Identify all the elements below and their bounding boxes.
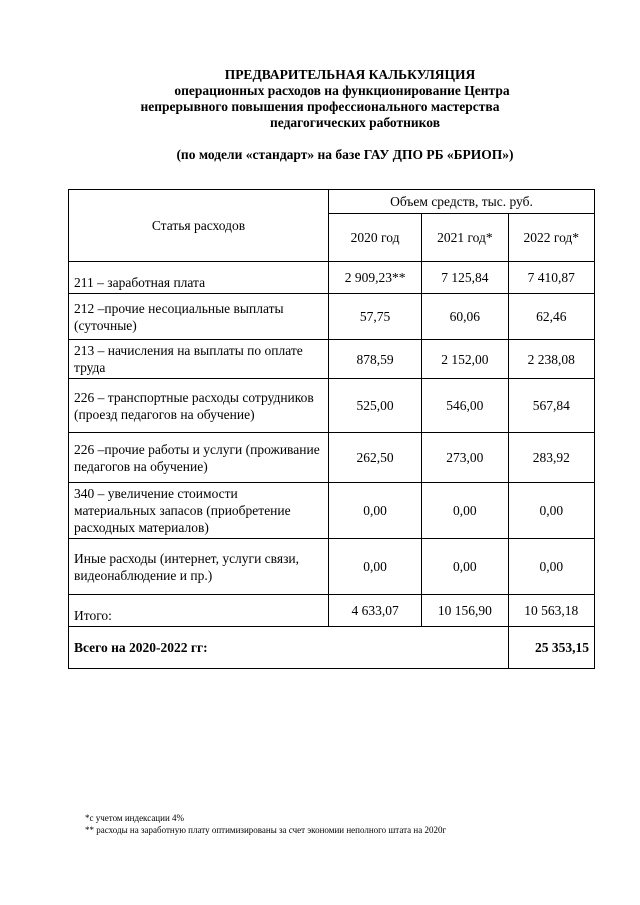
table-row [69, 262, 595, 294]
title-line-3: непрерывного повышения профессионального мастерства [140, 99, 500, 114]
row-value-2022: 567,84 [508, 379, 594, 433]
row-value-2022: 62,46 [508, 294, 594, 340]
row-label: 211 – заработная плата [69, 262, 329, 294]
footnote-salary: ** расходы на заработную плату оптимизированы за счет экономии неполного штата на 2020г [85, 825, 447, 835]
row-label: Иные расходы (интернет, услуги связи, видеонаблюдение и пр.) [69, 539, 329, 595]
table-row [69, 539, 595, 595]
row-value-2021: 2 152,00 [422, 340, 508, 379]
title-line-2: операционных расходов на функционирование Центра [174, 83, 510, 98]
row-value-2021: 273,00 [422, 433, 508, 483]
table-row [69, 433, 595, 483]
row-value-2020: 0,00 [329, 483, 422, 539]
table-row [69, 294, 595, 340]
title-line-1: ПРЕДВАРИТЕЛЬНАЯ КАЛЬКУЛЯЦИЯ [224, 67, 476, 82]
row-value-2022: 283,92 [508, 433, 594, 483]
row-value-2020: 4 633,07 [329, 595, 422, 627]
row-value-2020: 525,00 [329, 379, 422, 433]
row-value-2022: 0,00 [508, 483, 594, 539]
table-row [69, 379, 595, 433]
row-value-2021: 0,00 [422, 483, 508, 539]
table-row-subtotal [69, 595, 595, 627]
row-label: 226 – транспортные расходы сотрудников (проезд педагогов на обучение) [69, 379, 329, 433]
table-header-row [69, 190, 595, 214]
row-value-2020: 57,75 [329, 294, 422, 340]
row-value-2021: 546,00 [422, 379, 508, 433]
row-value-2020: 262,50 [329, 433, 422, 483]
header-year-2022: 2022 год* [508, 214, 594, 262]
row-label: 213 – начисления на выплаты по оплате труда [69, 340, 329, 379]
row-value-2021: 10 156,90 [422, 595, 508, 627]
document-subtitle: (по модели «стандарт» на базе ГАУ ДПО РБ «БРИОП») [176, 147, 514, 162]
row-value-2021: 7 125,84 [422, 262, 508, 294]
row-value-2022: 2 238,08 [508, 340, 594, 379]
table-row [69, 483, 595, 539]
row-label: 340 – увеличение стоимости материальных запасов (приобретение расходных материалов) [69, 483, 329, 539]
row-label: 226 –прочие работы и услуги (проживание педагогов на обучение) [69, 433, 329, 483]
header-year-2021: 2021 год* [422, 214, 508, 262]
row-label: 212 –прочие несоциальные выплаты (суточные) [69, 294, 329, 340]
title-line-4: педагогических работников [270, 115, 440, 130]
calculation-table [68, 189, 595, 669]
row-value-2020: 2 909,23** [329, 262, 422, 294]
row-label: Итого: [69, 595, 329, 627]
row-value-2022: 10 563,18 [508, 595, 594, 627]
header-year-2020: 2020 год [329, 214, 422, 262]
document-title [0, 67, 640, 131]
row-value-2022: 7 410,87 [508, 262, 594, 294]
row-value-2020: 0,00 [329, 539, 422, 595]
total-label: Всего на 2020-2022 гг: [69, 627, 509, 669]
table-row [69, 340, 595, 379]
footnote-indexation: *с учетом индексации 4% [85, 813, 185, 823]
row-value-2020: 878,59 [329, 340, 422, 379]
row-value-2021: 0,00 [422, 539, 508, 595]
header-item: Статья расходов [69, 190, 329, 262]
total-value: 25 353,15 [508, 627, 594, 669]
footnotes [85, 812, 446, 836]
table-row-total [69, 627, 595, 669]
row-value-2021: 60,06 [422, 294, 508, 340]
header-amount-group: Объем средств, тыс. руб. [329, 190, 595, 214]
row-value-2022: 0,00 [508, 539, 594, 595]
